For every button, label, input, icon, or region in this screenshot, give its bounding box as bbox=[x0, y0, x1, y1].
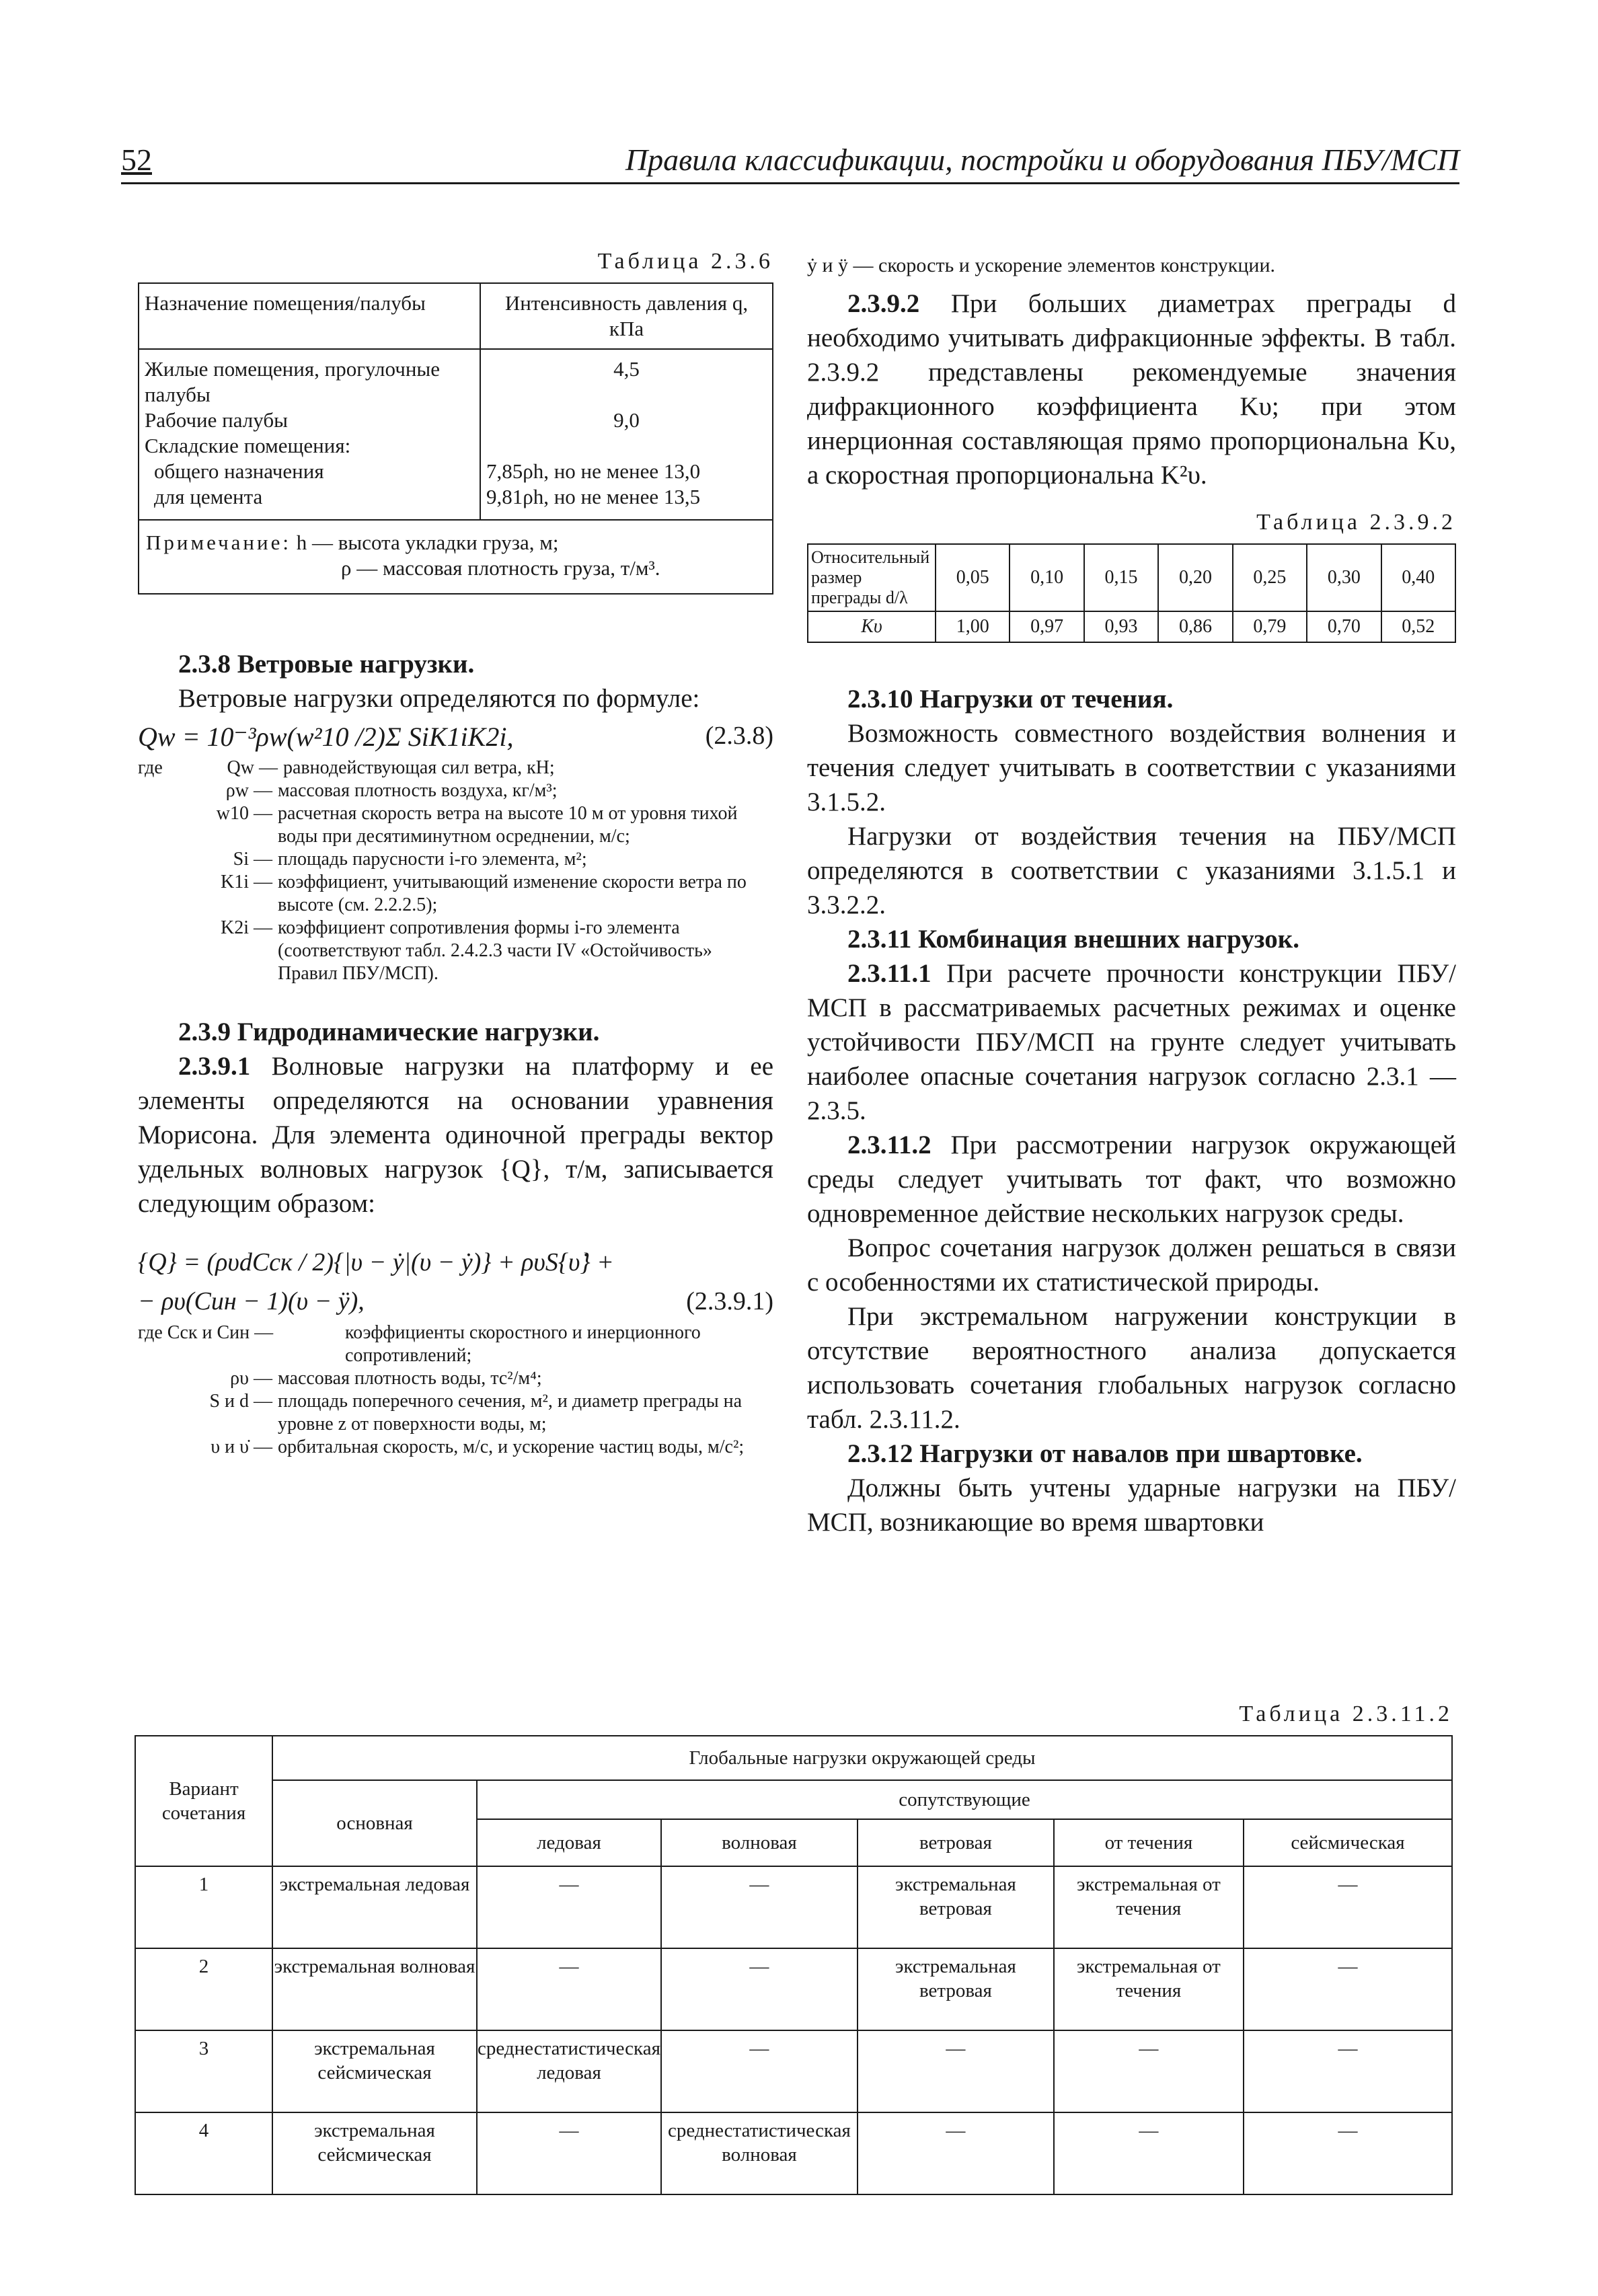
table-row bbox=[135, 1866, 1452, 1948]
formula-238: Qw = 10⁻³ρw(w²10 /2)Σ SiK1iK2i, bbox=[138, 722, 514, 752]
table-row bbox=[135, 2112, 1452, 2194]
table-23112-r4-c0: 4 bbox=[135, 2112, 272, 2194]
section-2312-p1: Должны быть учтены ударные нагрузки на ПБУ/МСП, возникающие во время швартовки bbox=[807, 1474, 1456, 1537]
table-2392-r2-c7: 0,52 bbox=[1381, 611, 1455, 642]
table-23112-r1-c4: экстремальная ветровая bbox=[858, 1866, 1054, 1948]
left-column bbox=[138, 249, 773, 1459]
table-23112-global-header: Глобальные нагрузки окружающей среды bbox=[272, 1736, 1452, 1780]
section-23111-text: При расчете прочности конструкции ПБУ/МСП в рассматриваемых расчетных режимах и оценке устойчивости ПБУ/МСП на грунте следует учитывать наиболее опасные сочетания нагрузок согласно 2.3.1 — 2.3.5. bbox=[807, 959, 1456, 1125]
def-2391-4-symbol: υ и υ̇ — bbox=[211, 1437, 272, 1457]
table-236-note-label: Примечание: bbox=[146, 531, 291, 554]
table-2392-r1-c6: 0,30 bbox=[1307, 544, 1381, 611]
table-23112-r3-c2: среднестатистическая ледовая bbox=[477, 2030, 661, 2112]
table-23112-r3-c3: — bbox=[661, 2030, 858, 2112]
table-23112-r3-c5: — bbox=[1054, 2030, 1244, 2112]
def-238-3-text: расчетная скорость ветра на высоте 10 м от уровня тихой воды при десятиминутном осреднении, м/с; bbox=[278, 803, 738, 847]
table-2392-r2-c1: 1,00 bbox=[936, 611, 1010, 642]
table-2392-r1-c7: 0,40 bbox=[1381, 544, 1455, 611]
def-2391-1-symbol: где Cск и Cин — bbox=[138, 1322, 274, 1343]
def-2391-2-symbol: ρυ — bbox=[230, 1368, 272, 1389]
table-23112-r4-c1: экстремальная сейсмическая bbox=[272, 2112, 477, 2194]
table-236-r2-val: 9,0 bbox=[613, 408, 640, 432]
table-2392-r2-c6: 0,70 bbox=[1307, 611, 1381, 642]
table-2392-row2-head: Kυ bbox=[808, 611, 936, 642]
section-2391-paragraph bbox=[138, 1049, 773, 1221]
section-2312-heading: 2.3.12 Нагрузки от навалов при швартовке. bbox=[847, 1439, 1363, 1468]
section-2392-number: 2.3.9.2 bbox=[847, 289, 920, 318]
table-row bbox=[135, 2030, 1452, 2112]
def-238-5-symbol: K1i — bbox=[221, 872, 272, 892]
table-23112-r1-c0: 1 bbox=[135, 1866, 272, 1948]
table-23112-col-current: от течения bbox=[1054, 1819, 1244, 1866]
table-236-col1-header: Назначение помещения/палубы bbox=[139, 283, 480, 349]
section-2311-p4: При экстремальном нагружении конструкции в отсутствие вероятностного анализа допускается использовать сочетания глобальных нагрузок согласно табл. 2.3.11.2. bbox=[807, 1302, 1456, 1434]
table-23112-r2-c2: — bbox=[477, 1948, 661, 2030]
def-2391-3-text: площадь поперечного сечения, м², и диаметр преграды на уровне z от поверхности воды, м; bbox=[278, 1391, 743, 1434]
table-23112-main-header: основная bbox=[272, 1780, 477, 1866]
def-238-2-symbol: ρw — bbox=[225, 780, 272, 801]
formula-2391-number: (2.3.9.1) bbox=[686, 1287, 773, 1315]
section-239-heading: 2.3.9 Гидродинамические нагрузки. bbox=[178, 1018, 600, 1046]
def-2391-5: ẏ и ÿ — скорость и ускорение элементов конструкции. bbox=[807, 254, 1276, 276]
section-2310-heading: 2.3.10 Нагрузки от течения. bbox=[847, 685, 1174, 714]
table-2392 bbox=[807, 543, 1456, 643]
def-238-1-symbol: Qw — bbox=[227, 757, 278, 778]
table-23112-r2-c6: — bbox=[1244, 1948, 1452, 2030]
section-23112-text: При рассмотрении нагрузок окружающей среды следует учитывать тот факт, что возможно одновременное действие нескольких нагрузок среды. bbox=[807, 1131, 1456, 1228]
section-23112-paragraph bbox=[807, 1128, 1456, 1231]
right-column bbox=[807, 249, 1456, 1539]
table-236-names bbox=[139, 349, 480, 520]
def-238-4-text: площадь парусности i-го элемента, м²; bbox=[278, 849, 587, 870]
table-2392-r2-c2: 0,97 bbox=[1010, 611, 1083, 642]
table-2392-r2-c4: 0,86 bbox=[1158, 611, 1232, 642]
formula-238-definitions bbox=[138, 757, 773, 985]
page-number: 52 bbox=[121, 143, 152, 177]
table-23112-r4-c2: — bbox=[477, 2112, 661, 2194]
table-236-note bbox=[139, 520, 773, 594]
formula-238-number: (2.3.8) bbox=[705, 722, 773, 750]
table-23112-r1-c2: — bbox=[477, 1866, 661, 1948]
table-236-r3b-val: 9,81ρh, но не менее 13,5 bbox=[486, 485, 701, 508]
table-236-r2-name: Рабочие палубы bbox=[145, 408, 288, 432]
def-238-3-symbol: w10 — bbox=[216, 803, 272, 824]
running-title: Правила классификации, постройки и оборудования ПБУ/МСП bbox=[625, 143, 1459, 177]
table-236-r3a-val: 7,85ρh, но не менее 13,0 bbox=[486, 459, 701, 483]
section-238-intro: Ветровые нагрузки определяются по формуле: bbox=[178, 684, 700, 713]
table-23112-variant-header: Вариант сочетания bbox=[135, 1736, 272, 1866]
def-238-6-symbol: K2i — bbox=[221, 917, 272, 938]
table-23112-block bbox=[135, 1701, 1453, 2195]
table-236-values bbox=[480, 349, 773, 520]
section-2310-p2: Нагрузки от воздействия течения на ПБУ/МСП определяются в соответствии с указаниями 3.1.5.1 и 3.3.2.2. bbox=[807, 822, 1456, 919]
def-2391-4-text: орбитальная скорость, м/с, и ускорение частиц воды, м/с²; bbox=[278, 1437, 745, 1457]
table-23112-r2-c5: экстремальная от течения bbox=[1054, 1948, 1244, 2030]
table-23112-r1-c5: экстремальная от течения bbox=[1054, 1866, 1244, 1948]
formula-2391-line2: − ρυ(Cин − 1)(υ − ÿ), bbox=[138, 1287, 365, 1315]
table-23112-r2-c0: 2 bbox=[135, 1948, 272, 2030]
table-23112-r3-c0: 3 bbox=[135, 2030, 272, 2112]
def-2391-2-text: массовая плотность воды, тс²/м⁴; bbox=[278, 1368, 542, 1389]
table-23112-r1-c3: — bbox=[661, 1866, 858, 1948]
table-236-note1: h — высота укладки груза, м; bbox=[296, 531, 559, 554]
table-23112-r2-c1: экстремальная волновая bbox=[272, 1948, 477, 2030]
table-236-r3a-name: общего назначения bbox=[154, 459, 324, 483]
table-23112-col-wind: ветровая bbox=[858, 1819, 1054, 1866]
table-23112-r4-c5: — bbox=[1054, 2112, 1244, 2194]
table-23112-accomp-header: сопутствующие bbox=[477, 1780, 1452, 1819]
def-2391-1-text: коэффициенты скоростного и инерционного сопротивлений; bbox=[345, 1322, 701, 1366]
page-header bbox=[121, 138, 1459, 184]
table-23112 bbox=[135, 1735, 1453, 2195]
section-2311-p3: Вопрос сочетания нагрузок должен решаться в связи с особенностями их статистической природы. bbox=[807, 1233, 1456, 1297]
table-23112-col-wave: волновая bbox=[661, 1819, 858, 1866]
formula-2391-definitions bbox=[138, 1322, 773, 1459]
section-238-heading: 2.3.8 Ветровые нагрузки. bbox=[178, 650, 475, 679]
table-236-r3-name: Складские помещения: bbox=[145, 434, 351, 457]
table-23112-r3-c1: экстремальная сейсмическая bbox=[272, 2030, 477, 2112]
table-236-note2: ρ — массовая плотность груза, т/м³. bbox=[341, 556, 660, 580]
table-2392-r1-c4: 0,20 bbox=[1158, 544, 1232, 611]
table-23112-r2-c3: — bbox=[661, 1948, 858, 2030]
section-2391-text: Волновые нагрузки на платформу и ее элементы определяются на основании уравнения Морисона. Для элемента одиночной преграды вектор удельных волновых нагрузок {Q}, т/м, записывается следующим образом: bbox=[138, 1052, 774, 1218]
table-2392-row1 bbox=[808, 544, 1455, 611]
table-2392-r1-c3: 0,15 bbox=[1084, 544, 1158, 611]
table-23112-r4-c3: среднестатистическая волновая bbox=[661, 2112, 858, 2194]
table-23112-r4-c4: — bbox=[858, 2112, 1054, 2194]
table-236-r1-name: Жилые помещения, прогулочные палубы bbox=[145, 357, 440, 406]
table-23112-col-ice: ледовая bbox=[477, 1819, 661, 1866]
section-2310-p1: Возможность совместного воздействия волнения и течения следует учитывать в соответствии с указаниями 3.1.5.2. bbox=[807, 719, 1456, 816]
table-23112-r2-c4: экстремальная ветровая bbox=[858, 1948, 1054, 2030]
table-2392-row1-head: Относительный размер преграды d/λ bbox=[808, 544, 936, 611]
def-238-4-symbol: Si — bbox=[233, 849, 272, 870]
where-label: где bbox=[138, 757, 163, 778]
table-236 bbox=[138, 282, 773, 595]
def-238-5-text: коэффициент, учитывающий изменение скорости ветра по высоте (см. 2.2.2.5); bbox=[278, 872, 747, 915]
table-236-col2-header: Интенсивность давления q, кПа bbox=[480, 283, 773, 349]
section-2311-heading: 2.3.11 Комбинация внешних нагрузок. bbox=[847, 925, 1299, 954]
table-23112-r3-c4: — bbox=[858, 2030, 1054, 2112]
table-2392-r1-c1: 0,05 bbox=[936, 544, 1010, 611]
table-23112-caption: Таблица 2.3.11.2 bbox=[1239, 1701, 1453, 1726]
table-2392-caption: Таблица 2.3.9.2 bbox=[1256, 510, 1456, 535]
table-236-r1-val: 4,5 bbox=[613, 357, 640, 381]
table-2392-r1-c2: 0,10 bbox=[1010, 544, 1083, 611]
section-2391-number: 2.3.9.1 bbox=[178, 1052, 251, 1081]
section-2392-paragraph bbox=[807, 286, 1456, 492]
def-238-6-text: коэффициент сопротивления формы i-го элемента (соответствуют табл. 2.4.2.3 части IV «Остойчивость» Правил ПБУ/МСП). bbox=[278, 917, 712, 984]
table-236-caption: Таблица 2.3.6 bbox=[597, 249, 773, 274]
table-2392-r2-c5: 0,79 bbox=[1233, 611, 1307, 642]
table-row bbox=[135, 1948, 1452, 2030]
table-2392-r2-c3: 0,93 bbox=[1084, 611, 1158, 642]
section-23111-paragraph bbox=[807, 956, 1456, 1128]
formula-2391-line1: {Q} = (ρυdCск / 2){|υ − ẏ|(υ − ẏ)} + ρυS{υ̇} + bbox=[138, 1248, 614, 1276]
table-23112-r1-c6: — bbox=[1244, 1866, 1452, 1948]
def-238-2-text: массовая плотность воздуха, кг/м³; bbox=[278, 780, 558, 801]
table-23112-r3-c6: — bbox=[1244, 2030, 1452, 2112]
def-2391-3-symbol: S и d — bbox=[209, 1391, 272, 1412]
table-2392-r1-c5: 0,25 bbox=[1233, 544, 1307, 611]
section-23112-number: 2.3.11.2 bbox=[847, 1131, 931, 1159]
table-2392-row2 bbox=[808, 611, 1455, 642]
section-2392-text: При больших диаметрах преграды d необходимо учитывать дифракционные эффекты. В табл. 2.3.9.2 представлены рекомендуемые значения дифракционного коэффициента Kυ; при этом инерционная составляющая прямо пропорциональна Kυ, а скоростная пропорциональна K²υ. bbox=[807, 289, 1457, 490]
table-23112-r4-c6: — bbox=[1244, 2112, 1452, 2194]
def-238-1-text: равнодействующая сил ветра, кН; bbox=[283, 757, 555, 778]
table-23112-r1-c1: экстремальная ледовая bbox=[272, 1866, 477, 1948]
table-23112-col-seismic: сейсмическая bbox=[1244, 1819, 1452, 1866]
table-236-r3b-name: для цемента bbox=[154, 485, 263, 508]
section-23111-number: 2.3.11.1 bbox=[847, 959, 931, 988]
